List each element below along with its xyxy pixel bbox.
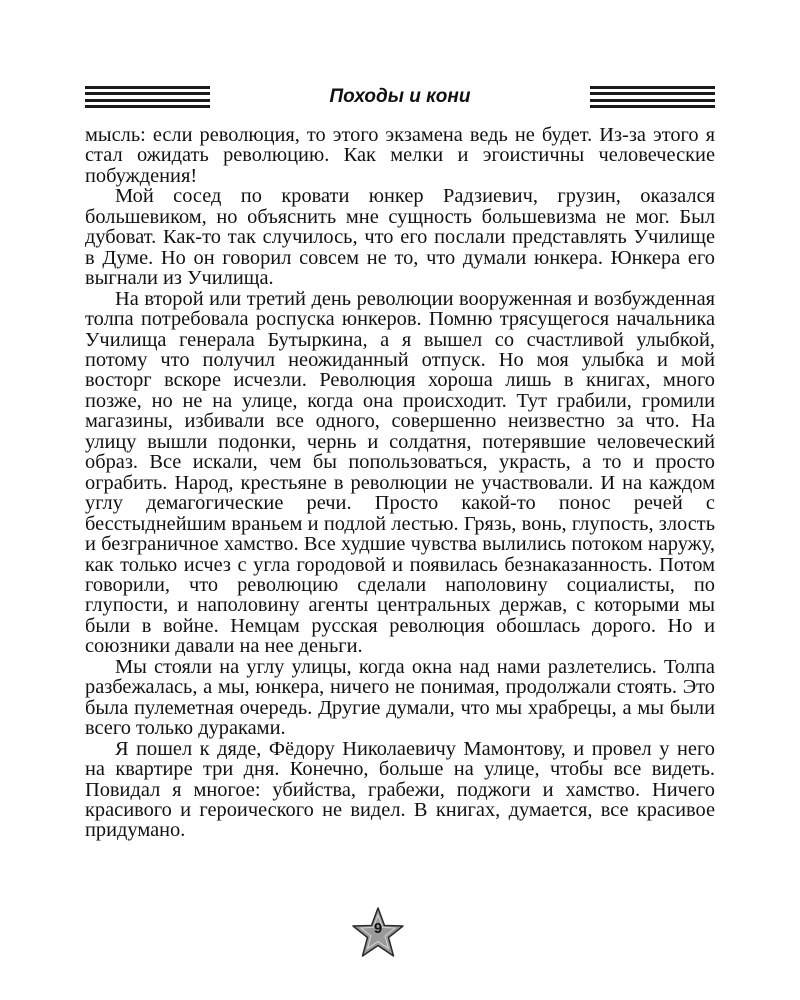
paragraph: Мой сосед по кровати юнкер Радзиевич, грузин, оказался большевиком, но объяснить мне сущность большевизма не мог. Был дубоват. Как-то так случилось, что его послали представлять Училище в Думе. Но он говорил совсем не то, что думали юнкера. Юнкера его выгнали из Училища.: [85, 185, 715, 290]
running-title: Походы и кони: [329, 86, 471, 107]
page-header: [85, 84, 715, 110]
page-number: 9: [373, 920, 383, 937]
paragraph: мысль: если революция, то этого экзамена ведь не будет. Из-за этого я стал ожидать революцию. Как мелки и эгоистичны человеческие побуждения!: [85, 124, 715, 187]
paragraph: На второй или третий день революции вооруженная и возбужденная толпа потребовала роспуска юнкеров. Помню трясущегося начальника Училища генерала Бутыркина, а я вышел со счастливой улыбкой, потому что получил неожиданный отпуск. Но моя улыбка и мой восторг вскоре исчезли. Революция хороша лишь в книгах, много позже, но не на улице, когда она происходит. Тут грабили, громили магазины, избивали все одного, совершенно неизвестно за что. На улицу вышли подонки, чернь и солдатня, потерявшие человеческий образ. Все искали, чем бы попользоваться, украсть, а то и просто ограбить. Народ, крестьяне в революции не участвовали. И на каждом углу демагогические речи. Просто какой-то понос речей с бесстыднейшим враньем и подлой лестью. Грязь, вонь, глупость, злость и безграничное хамство. Все худшие чувства вылились потоком наружу, как только исчез с угла городовой и появилась безнаказанность. Потом говорили, что революцию сделали наполовину социалисты, по глупости, и наполовину агенты центральных держав, с которыми мы были в войне. Немцам русская революция обошлась дорого. Но и союзники давали на нее деньги.: [85, 287, 715, 658]
paragraph: Я пошел к дяде, Фёдору Николаевичу Мамонтову, и провел у него на квартире три дня. Конечно, больше на улице, чтобы все видеть. Повидал я многое: убийства, грабежи, поджоги и хамство. Ничего красивого и героического не видел. В книгах, думается, все красивое придумано.: [85, 737, 715, 842]
paragraph: Мы стояли на углу улицы, когда окна над нами разлетелись. Толпа разбежалась, а мы, юнкера, ничего не понимая, продолжали стоять. Это была пулеметная очередь. Другие думали, что мы храбрецы, а мы были всего только дураками.: [85, 655, 715, 740]
body-text: [85, 125, 715, 841]
page-number-badge: [350, 906, 406, 960]
right-decorative-rules: [590, 86, 715, 108]
